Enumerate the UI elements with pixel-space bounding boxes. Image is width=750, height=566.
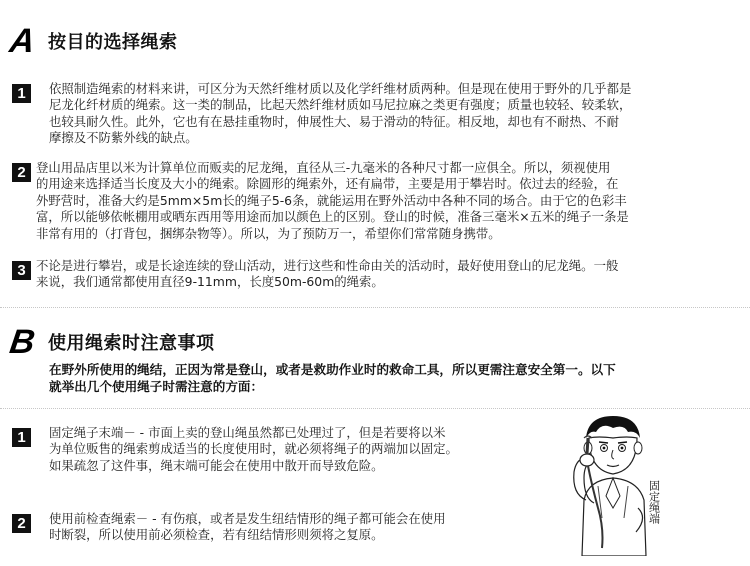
section-a-header bbox=[7, 22, 178, 60]
section-b-item-2-text: 使用前检查绳索－ - 有伤痕，或者是发生纽结情形的绳子都可能会在使用 时断裂，所以使用前必须检查，若有纽结情形则须将之复原。 bbox=[49, 511, 446, 543]
section-a-item-2-number: 2 bbox=[12, 163, 31, 182]
section-b-item-1-number: 1 bbox=[12, 428, 31, 447]
section-a-title: 按目的选择绳索 bbox=[48, 32, 178, 53]
illustration-caption: 固定绳端 bbox=[647, 480, 661, 524]
section-b-item-2-number: 2 bbox=[12, 514, 31, 533]
section-b-item-1-text: 固定绳子末端－ - 市面上卖的登山绳虽然都已处理过了，但是若要将以米 为单位贩售的绳索剪成适当的长度使用时，就必须将绳子的两端加以固定。 如果疏忽了这件事，绳末端可能会在使用中散开而导致危险。 bbox=[49, 425, 458, 473]
section-a-item-2-text: 登山用品店里以米为计算单位而贩卖的尼龙绳，直径从三-九毫米的各种尺寸都一应俱全。所以，须视使用 的用途来选择适当长度及大小的绳索。除圆形的绳索外，还有扁带，主要是用于攀岩时。依过去的经验，在 外野营时，准备大约是5mm×5m长的绳子5-6条，就能运用在野外活动中各种不同的场合。由于它的色彩丰 富，所以能够依帐棚用或晒东西用等用途而加以颜色上的区别。登山的时候，准备三毫米×五米的绳子一条是 非常有用的（打背包，捆绑杂物等）。所以，为了预防万一，希望你们常常随身携带。 bbox=[36, 160, 629, 241]
section-b-header bbox=[7, 323, 215, 361]
section-a-item-3-number: 3 bbox=[12, 261, 31, 280]
section-a-letter: A bbox=[7, 22, 38, 60]
man-holding-rope-illustration bbox=[558, 408, 670, 556]
section-divider bbox=[0, 307, 750, 308]
section-a-item-1-text: 依照制造绳索的材料来讲，可区分为天然纤维材质以及化学纤维材质两种。但是现在使用于野外的几乎都是 尼龙化纤材质的绳索。这一类的制品，比起天然纤维材质如马尼拉麻之类更有强度；质量也较轻、较柔软， 也较具耐久性。此外，它也有在悬挂重物时，伸展性大、易于滑动的特征。相反地，却也有不耐热、不耐 摩擦及不防紫外线的缺点。 bbox=[49, 81, 632, 146]
section-a-item-1-number: 1 bbox=[12, 84, 31, 103]
section-b-intro: 在野外所使用的绳结，正因为常是登山，或者是救助作业时的救命工具，所以更需注意安全第一。以下 就举出几个使用绳子时需注意的方面： bbox=[49, 362, 616, 394]
section-a-item-3-text: 不论是进行攀岩，或是长途连续的登山活动，进行这些和性命由关的活动时，最好使用登山的尼龙绳。一般 来说，我们通常都使用直径9-11mm，长度50m-60m的绳索。 bbox=[36, 258, 619, 290]
section-b-title: 使用绳索时注意事项 bbox=[48, 333, 215, 354]
section-b-letter: B bbox=[7, 323, 38, 361]
